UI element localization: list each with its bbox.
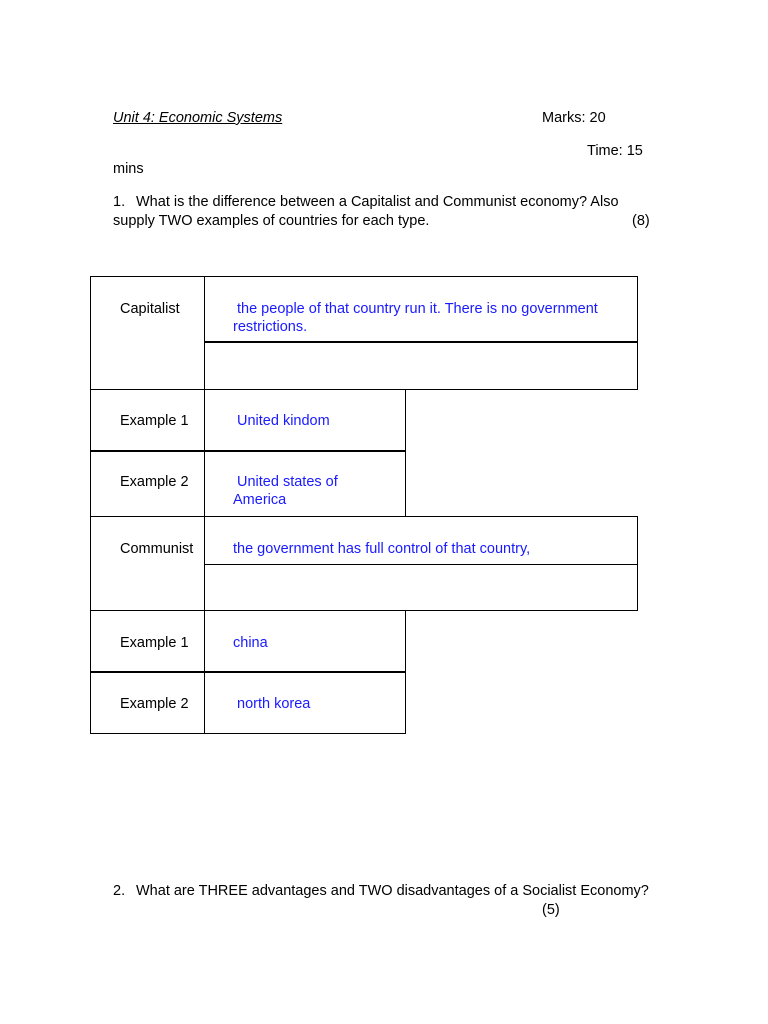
capitalist-divider — [204, 276, 205, 390]
communist-answer[interactable]: the government has full control of that country, — [233, 541, 531, 557]
question-1-text-line1: What is the difference between a Capitalist and Communist economy? Also — [136, 194, 619, 210]
capitalist-answer[interactable]: the people of that country run it. There is no government restrictions. — [233, 301, 598, 335]
communist-label: Communist — [120, 541, 194, 557]
marks-label: Marks: 20 — [542, 110, 606, 126]
capitalist-example1-divider — [204, 389, 205, 452]
question-1-text-line2: supply TWO examples of countries for each type. — [113, 213, 430, 229]
question-2-marks: (5) — [542, 902, 560, 918]
communist-answer-rule — [204, 564, 638, 565]
communist-example1-answer[interactable]: china — [233, 635, 268, 651]
question-2-number: 2. — [113, 883, 126, 899]
capitalist-example1-label: Example 1 — [120, 413, 189, 429]
question-1-marks: (8) — [632, 213, 650, 229]
time-unit-label: mins — [113, 161, 144, 177]
time-label: Time: 15 — [587, 143, 643, 159]
communist-example2-answer[interactable]: north korea — [237, 696, 311, 712]
question-1-number: 1. — [113, 194, 126, 210]
capitalist-example2-label: Example 2 — [120, 474, 189, 490]
capitalist-example2-divider — [204, 451, 205, 517]
communist-example2-label: Example 2 — [120, 696, 189, 712]
communist-example1-divider — [204, 610, 205, 673]
communist-example2-divider — [204, 672, 205, 734]
capitalist-example1-answer[interactable]: United kindom — [237, 413, 330, 429]
capitalist-label: Capitalist — [120, 301, 180, 317]
capitalist-example2-answer[interactable]: United states of America — [233, 474, 338, 508]
communist-example1-label: Example 1 — [120, 635, 189, 651]
capitalist-answer-rule — [204, 341, 638, 343]
page-title: Unit 4: Economic Systems — [113, 110, 283, 126]
question-2-text: What are THREE advantages and TWO disadvantages of a Socialist Economy? — [136, 883, 649, 899]
